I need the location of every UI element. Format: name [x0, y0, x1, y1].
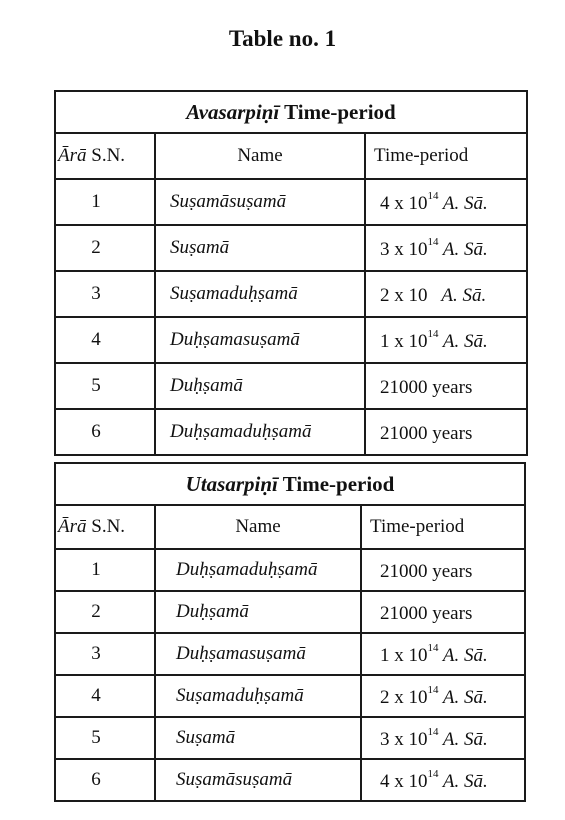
table-row — [55, 759, 525, 801]
time-period-cell — [365, 225, 527, 271]
sn-cell: 3 — [55, 271, 155, 317]
table-row — [55, 179, 527, 225]
time-exponent: 14 — [427, 767, 439, 780]
time-period-cell — [361, 717, 525, 759]
time-period-cell — [365, 409, 527, 455]
time-exponent: 14 — [427, 189, 439, 202]
sn-cell: 6 — [55, 759, 155, 801]
time-coefficient: 21000 years — [380, 422, 473, 444]
sn-cell: 2 — [55, 591, 155, 633]
name-cell: Duḥṣamā — [155, 591, 361, 633]
time-exponent: 14 — [427, 683, 439, 696]
table-row — [55, 717, 525, 759]
time-coefficient: 21000 years — [380, 376, 473, 398]
time-period-cell — [361, 591, 525, 633]
name-cell: Duḥṣamaduḥṣamā — [155, 549, 361, 591]
time-period-cell — [361, 633, 525, 675]
time-period-cell — [365, 317, 527, 363]
name-cell: Suṣamā — [155, 225, 365, 271]
table-heading: Avasarpiṇī Time-period — [55, 91, 527, 133]
table-row — [55, 409, 527, 455]
column-header-time: Time-period — [361, 505, 525, 549]
sn-cell: 2 — [55, 225, 155, 271]
time-coefficient: 3 x 10 — [380, 238, 428, 260]
time-exponent: 14 — [427, 725, 439, 738]
time-exponent: 14 — [427, 327, 439, 340]
name-cell: Suṣamaduḥṣamā — [155, 675, 361, 717]
time-unit: A. Sā. — [438, 192, 488, 214]
time-period-cell — [361, 675, 525, 717]
time-coefficient: 4 x 10 — [380, 192, 428, 214]
column-header-time: Time-period — [365, 133, 527, 179]
sn-cell: 5 — [55, 363, 155, 409]
time-unit: A. Sā. — [438, 238, 488, 260]
table-row — [55, 591, 525, 633]
column-header-name: Name — [155, 505, 361, 549]
time-coefficient: 21000 years — [380, 602, 473, 624]
table-row — [55, 633, 525, 675]
sn-cell: 1 — [55, 179, 155, 225]
time-coefficient: 1 x 10 — [380, 330, 428, 352]
sn-cell: 6 — [55, 409, 155, 455]
sn-cell: 4 — [55, 675, 155, 717]
avasarpini-table — [54, 90, 528, 456]
time-exponent: 14 — [427, 235, 439, 248]
time-period-cell — [365, 363, 527, 409]
table-row — [55, 363, 527, 409]
time-period-cell — [365, 271, 527, 317]
time-unit: A. Sā. — [438, 686, 488, 708]
table-row — [55, 225, 527, 271]
column-header-sn: Ārā S.N. — [55, 133, 155, 179]
name-cell: Duḥṣamasuṣamā — [155, 633, 361, 675]
column-header-sn: Ārā S.N. — [55, 505, 155, 549]
time-exponent: 14 — [427, 641, 439, 654]
time-coefficient: 4 x 10 — [380, 770, 428, 792]
sn-cell: 5 — [55, 717, 155, 759]
time-unit: A. Sā. — [438, 330, 488, 352]
sn-cell: 1 — [55, 549, 155, 591]
time-period-cell — [365, 179, 527, 225]
name-cell: Duḥṣamā — [155, 363, 365, 409]
sn-cell: 3 — [55, 633, 155, 675]
table-row — [55, 675, 525, 717]
time-coefficient: 2 x 10 — [380, 686, 428, 708]
table-row — [55, 271, 527, 317]
page-title: Table no. 1 — [228, 26, 337, 51]
name-cell: Suṣamā — [155, 717, 361, 759]
sn-cell: 4 — [55, 317, 155, 363]
time-unit: A. Sā. — [438, 770, 488, 792]
time-unit: A. Sā. — [438, 644, 488, 666]
name-cell: Suṣamāsuṣamā — [155, 179, 365, 225]
time-coefficient: 21000 years — [380, 560, 473, 582]
time-coefficient: 3 x 10 — [380, 728, 428, 750]
time-coefficient: 1 x 10 — [380, 644, 428, 666]
name-cell: Duḥṣamaduḥṣamā — [155, 409, 365, 455]
time-unit: A. Sā. — [438, 728, 488, 750]
time-coefficient: 2 x 10 — [380, 284, 428, 306]
utasarpini-table — [54, 462, 526, 802]
name-cell: Suṣamaduḥṣamā — [155, 271, 365, 317]
time-period-cell — [361, 549, 525, 591]
table-row — [55, 549, 525, 591]
time-period-cell — [361, 759, 525, 801]
table-row — [55, 317, 527, 363]
time-unit: A. Sā. — [427, 284, 487, 306]
table-heading: Utasarpiṇī Time-period — [55, 463, 525, 505]
name-cell: Duḥṣamasuṣamā — [155, 317, 365, 363]
column-header-name: Name — [155, 133, 365, 179]
name-cell: Suṣamāsuṣamā — [155, 759, 361, 801]
